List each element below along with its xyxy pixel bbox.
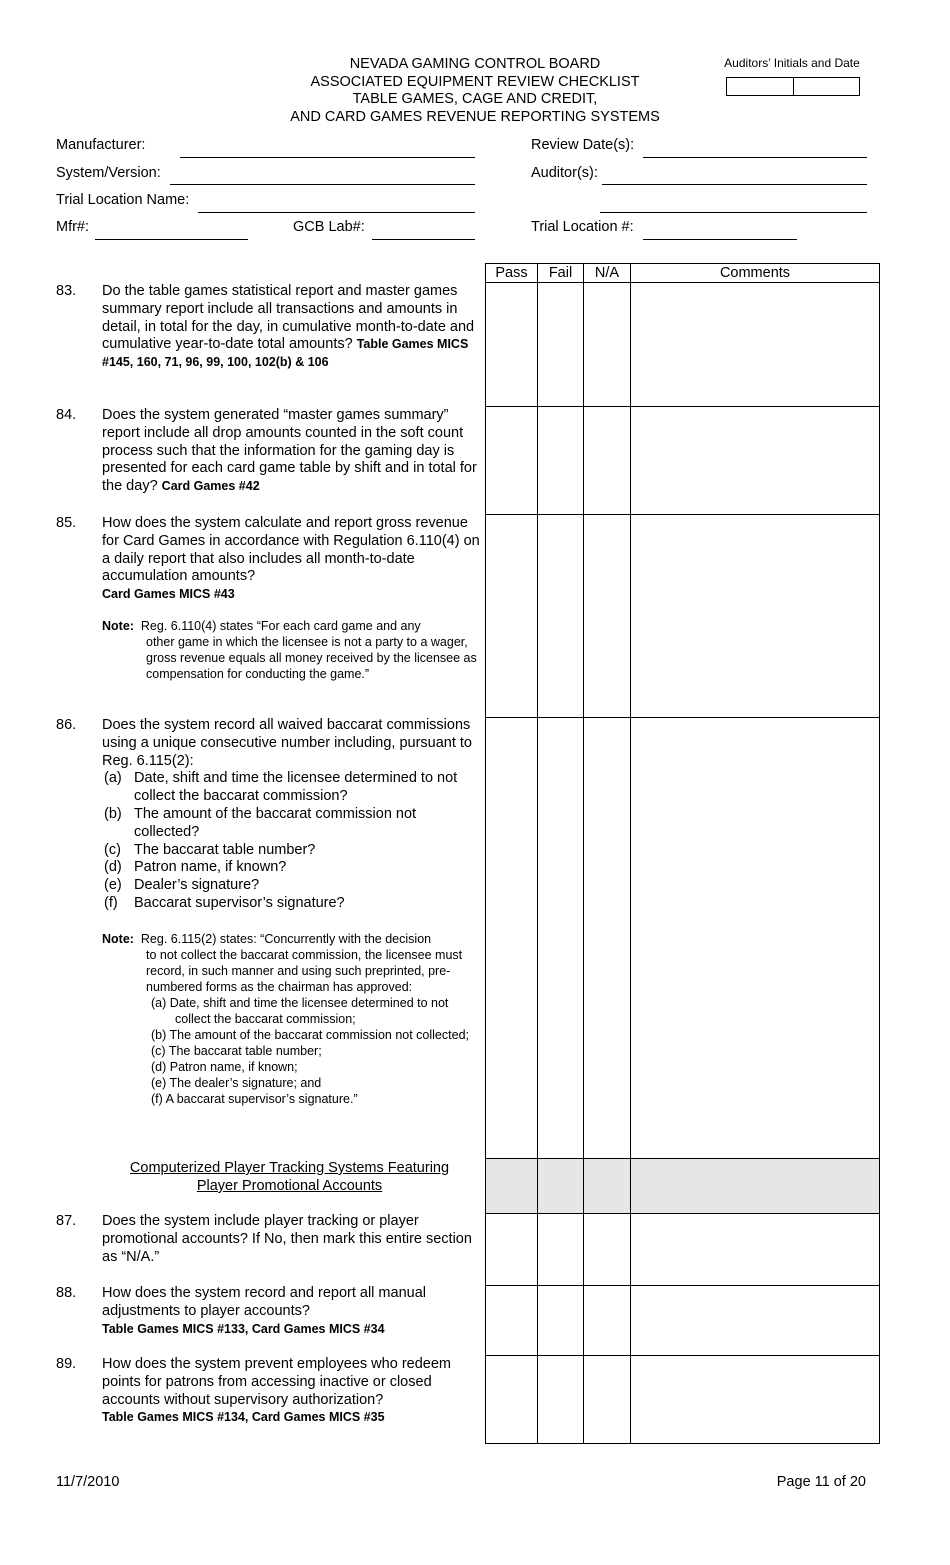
q86-sub-a <box>102 770 480 806</box>
section-title-line-2: Player Promotional Accounts <box>196 1178 383 1194</box>
q86-number: 86. <box>56 717 77 733</box>
q86-note-sub-f-key: (f) <box>151 1092 163 1106</box>
q88-reference: Table Games MICS #133, Card Games MICS #34 <box>102 1321 385 1336</box>
q86-note-sub-a <box>151 995 480 1027</box>
q84-reference: Card Games #42 <box>161 479 260 494</box>
q86-note-rest: to not collect the baccarat commission, the licensee must record, in such manner and using such preprinted, pre-numbered forms as the chairman has approved: <box>146 948 463 994</box>
header-line-1: NEVADA GAMING CONTROL BOARD <box>349 56 601 72</box>
q83-number: 83. <box>56 283 77 299</box>
review-dates-label: Review Date(s): <box>531 137 635 153</box>
q86-note-sub-c <box>151 1043 480 1059</box>
q83-text <box>102 283 480 372</box>
q86-sub-d-key: (d) <box>104 859 122 876</box>
q85-note-first: Reg. 6.110(4) states “For each card game and any <box>140 619 421 633</box>
q86-sub-b <box>102 806 480 842</box>
header-line-3: TABLE GAMES, CAGE AND CREDIT, <box>352 91 598 107</box>
col-fail: Fail <box>548 265 573 281</box>
q88-text <box>102 1285 480 1338</box>
q86-sub-d-text: Patron name, if known? <box>134 859 287 876</box>
manufacturer-label: Manufacturer: <box>56 137 146 153</box>
q86-note-sub-a-key: (a) <box>151 996 167 1010</box>
q86-note-sub-a-text: Date, shift and time the licensee determined to not collect the baccarat commission; <box>169 996 449 1026</box>
col-pass: Pass <box>495 265 528 281</box>
col-na: N/A <box>594 265 620 281</box>
q86-sub-a-text: Date, shift and time the licensee determined to not collect the baccarat commission? <box>134 770 458 805</box>
q85-note-rest: other game in which the licensee is not a party to a wager, gross revenue equals all money received by the licensee as compensation for conducting the game.” <box>146 635 477 681</box>
system-version-label: System/Version: <box>56 165 161 181</box>
q83-question: Do the table games statistical report and master games summary report include all transactions and amounts in detail, in total for the day, in cumulative month-to-date and cumulative year-to-date total amounts? <box>102 283 475 353</box>
section-shade <box>486 1158 879 1213</box>
q86-note-label: Note: <box>102 932 134 946</box>
q86-sub-b-key: (b) <box>104 805 122 822</box>
auditors-field[interactable] <box>602 184 867 185</box>
q86-note-sub-d-text: Patron name, if known; <box>169 1060 298 1074</box>
q86-note-sub-b-key: (b) <box>151 1028 167 1042</box>
q86-sub-f-text: Baccarat supervisor’s signature? <box>134 894 345 911</box>
auditors-initials-label: Auditors’ Initials and Date <box>724 56 860 70</box>
q89-question: How does the system prevent employees who redeem points for patrons from accessing inactive or closed accounts without supervisory authorization? <box>102 1356 451 1408</box>
q86-note-sub-d-key: (d) <box>151 1060 167 1074</box>
auditors-label: Auditor(s): <box>531 165 598 181</box>
q86-sub-b-text: The amount of the baccarat commission not collected? <box>134 805 417 840</box>
q88-number: 88. <box>56 1285 77 1301</box>
review-dates-field[interactable] <box>643 157 867 158</box>
trial-location-num-label: Trial Location #: <box>531 219 634 235</box>
q86-note-sub-e <box>151 1075 480 1091</box>
trial-location-name-label: Trial Location Name: <box>56 192 190 208</box>
q89-number: 89. <box>56 1356 77 1372</box>
q89-reference: Table Games MICS #134, Card Games MICS #35 <box>102 1410 385 1425</box>
q84-question: Does the system generated “master games summary” report include all drop amounts counted in the soft count process such that the information for the gaming day is presented for each card game table by shift and in total for the day? <box>102 407 477 495</box>
q88-question: How does the system record and report all manual adjustments to player accounts? <box>102 1285 426 1319</box>
q86-note-sub-e-text: The dealer’s signature; and <box>169 1076 322 1090</box>
q86-note-sub-f-text: A baccarat supervisor’s signature.” <box>165 1092 358 1106</box>
q86-note-sub-b-text: The amount of the baccarat commission not collected; <box>169 1028 469 1042</box>
q86-sub-c-text: The baccarat table number? <box>134 841 316 858</box>
q86-note-subs <box>102 995 480 1107</box>
q86-sub-d <box>102 859 480 877</box>
mfr-label: Mfr#: <box>56 219 90 235</box>
q86-text <box>102 717 480 913</box>
q86-note-sub-d <box>151 1059 480 1075</box>
q89-text <box>102 1356 480 1427</box>
q85-question: How does the system calculate and report gross revenue for Card Games in accordance with Regulation 6.110(4) on a daily report that also includes all month-to-date accumulation amounts? <box>102 515 480 585</box>
footer-date: 11/7/2010 <box>56 1474 120 1490</box>
q86-note-sub-c-key: (c) <box>151 1044 166 1058</box>
q87-text: Does the system include player tracking or player promotional accounts? If No, then mark this entire section as “N/A.” <box>102 1213 472 1265</box>
q86-note-sub-b <box>151 1027 480 1043</box>
q86-note <box>102 931 480 1107</box>
q86-sub-c <box>102 842 480 860</box>
checklist-grid <box>485 263 880 1444</box>
q86-sub-e-key: (e) <box>104 877 122 894</box>
q85-note <box>102 618 480 682</box>
q86-note-sub-f <box>151 1091 480 1107</box>
q86-sub-e <box>102 877 480 895</box>
auditors-initials-box[interactable] <box>726 77 860 96</box>
q85-text <box>102 515 480 604</box>
trial-location-num-field[interactable] <box>643 239 797 240</box>
q85-note-label: Note: <box>102 619 134 633</box>
q86-sub-f-key: (f) <box>104 894 118 911</box>
section-title-line-1: Computerized Player Tracking Systems Featuring <box>129 1160 450 1176</box>
q86-note-sub-e-key: (e) <box>151 1076 167 1090</box>
q85-number: 85. <box>56 515 77 531</box>
header-line-4: AND CARD GAMES REVENUE REPORTING SYSTEMS <box>290 108 660 125</box>
q86-sub-f <box>102 895 480 913</box>
q86-sub-c-key: (c) <box>104 841 121 858</box>
q84-text <box>102 407 480 496</box>
q86-question: Does the system record all waived baccarat commissions using a unique consecutive number including, pursuant to Reg. 6.115(2): <box>102 717 472 769</box>
system-version-field[interactable] <box>170 184 475 185</box>
q86-note-sub-c-text: The baccarat table number; <box>168 1044 322 1058</box>
header-line-2: ASSOCIATED EQUIPMENT REVIEW CHECKLIST <box>310 73 640 90</box>
col-comments: Comments <box>719 265 791 281</box>
q86-sub-a-key: (a) <box>104 770 122 787</box>
q84-number: 84. <box>56 407 77 423</box>
trial-location-name-field[interactable] <box>198 212 475 213</box>
gcb-lab-label: GCB Lab#: <box>293 219 365 235</box>
q83-reference: Table Games MICS #145, 160, 71, 96, 99, 100, 102(b) & 106 <box>102 337 469 370</box>
q86-note-first: Reg. 6.115(2) states: “Concurrently with the decision <box>140 932 432 946</box>
auditors-field-2[interactable] <box>600 212 867 213</box>
q87-number: 87. <box>56 1213 77 1229</box>
footer-page: Page 11 of 20 <box>776 1474 866 1490</box>
manufacturer-field[interactable] <box>180 157 475 158</box>
section-title <box>102 1159 477 1195</box>
mfr-field[interactable] <box>95 239 248 240</box>
gcb-lab-field[interactable] <box>372 239 475 240</box>
document-header <box>250 56 700 126</box>
q85-reference: Card Games MICS #43 <box>102 587 235 602</box>
q86-sub-e-text: Dealer’s signature? <box>134 877 260 894</box>
